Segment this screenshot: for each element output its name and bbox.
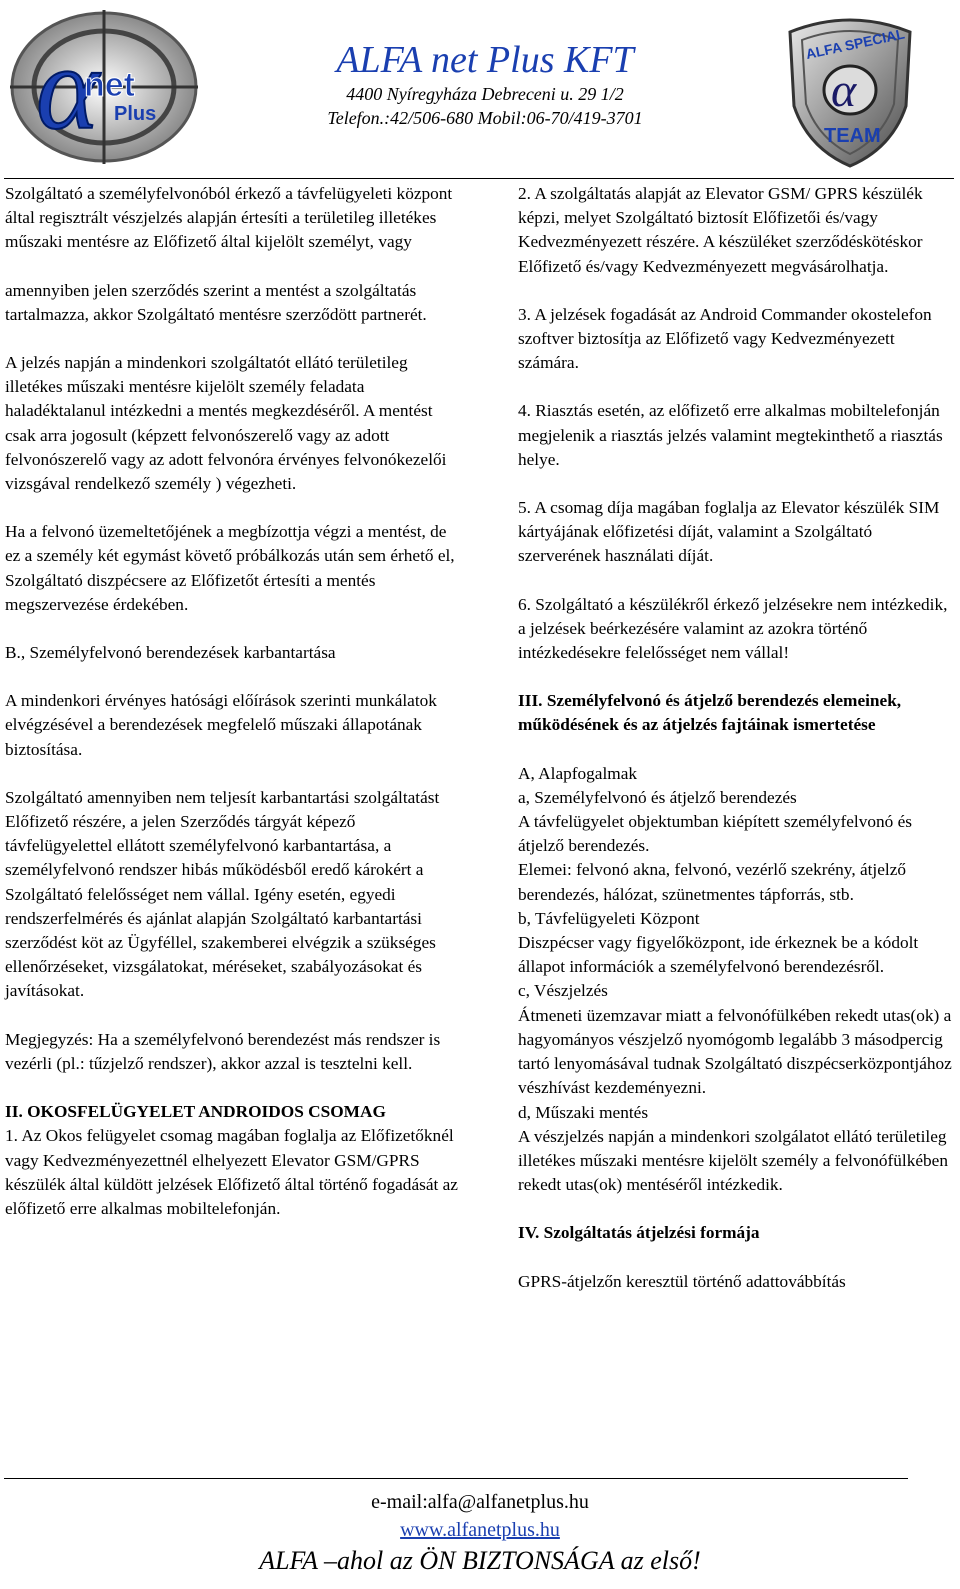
paragraph: A jelzés napján a mindenkori szolgáltatót ellátó területileg illetékes műszaki mentésre kijelölt személy feladata haladéktalanul intézkedni a mentés megkezdéséről. A mentést csak arra jogosult (képzett felvonószerelő vagy az adott felvonószerelő vagy az adott felvonóra érvényes felvonókezelői vizsgával rendelkező személy ) végezheti. [5, 353, 447, 494]
paragraph: GPRS-átjelzőn keresztül történő adattovábbítás [518, 1271, 846, 1291]
alpha-logo-icon [6, 8, 202, 166]
section-ii-heading: II. OKOSFELÜGYELET ANDROIDOS CSOMAG [5, 1102, 386, 1122]
right-column [518, 182, 958, 1294]
paragraph: amennyiben jelen szerződés szerint a mentést a szolgáltatás tartalmazza, akkor Szolgáltató mentésre szerződött partnerét. [5, 280, 427, 324]
company-phone: Telefon.:42/506-680 Mobil:06-70/419-3701 [327, 108, 643, 128]
paragraph: 1. Az Okos felügyelet csomag magában foglalja az Előfizetőknél vagy Kedvezményezettnél elhelyezett Elevator GSM/GPRS készülék által küldött jelzések Előfizető által történő fogadását az előfizető erre alkalmas mobiltelefonján. [5, 1126, 458, 1218]
footer-website-link[interactable]: www.alfanetplus.hu [400, 1519, 560, 1541]
section-iii-heading: III. Személyfelvonó és átjelző berendezés elemeinek, működésének és az átjelzés fajtáinak ismertetése [518, 691, 902, 735]
paragraph: 4. Riasztás esetén, az előfizető erre alkalmas mobiltelefonján megjelenik a riasztás jelzés valamint megtekinthető a riasztás helye. [518, 401, 943, 469]
paragraph: Ha a felvonó üzemeltetőjének a megbízottja végzi a mentést, de ez a személy két egymást követő próbálkozás után sem érhető el, Szolgáltató diszpécsere az Előfizetőt értesíti a mentés megszervezése érdekében. [5, 522, 455, 614]
definition-line: A vészjelzés napján a mindenkori szolgálatot ellátó területileg illetékes műszaki mentésre kijelölt személy a felvonófülkében rekedt utas(ok) mentéséről intézkedik. [518, 1126, 948, 1195]
company-address: 4400 Nyíregyháza Debreceni u. 29 1/2 [346, 84, 624, 104]
section-b-title: B., Személyfelvonó berendezések karbantartása [5, 643, 336, 663]
svg-text:Plus: Plus [114, 103, 157, 125]
definition-line: c, Vészjelzés [518, 981, 608, 1001]
shield-badge-icon [780, 10, 920, 168]
paragraph: Szolgáltató a személyfelvonóból érkező a távfelügyeleti központ által regisztrált vészjelzés alapján értesíti a területileg illetékes műszaki mentésre az Előfizető által kijelölt személyt, vagy [5, 184, 453, 252]
definition-line: d, Műszaki mentés [518, 1102, 649, 1122]
paragraph: Szolgáltató amennyiben nem teljesít karbantartási szolgáltatást Előfizető részére, a jelen Szerződés tárgyát képező távfelügyelettel ellátott személyfelvonó karbantartása, a személyfelvonó rendszer hibás működésből eredő károkért a Szolgáltató felelősséget nem vállal. Igény esetén, egyedi rendszerfelmérés és ajánlat alapján Szolgáltató karbantartási szerződést köt az Ügyféllel, szakemberei elvégzik a szükséges ellenőrzéseket, vizsgálatokat, méréseket, szabályozásokat és javításokat. [5, 787, 440, 1001]
footer-email: e-mail:alfa@alfanetplus.hu [371, 1491, 589, 1513]
footer [0, 1488, 960, 1578]
svg-text:TEAM: TEAM [824, 125, 881, 147]
definition-line: Elemei: felvonó akna, felvonó, vezérlő szekrény, átjelző berendezés, hálózat, szünetmentes tápforrás, stb. [518, 860, 907, 904]
paragraph: A mindenkori érvényes hatósági előírások szerinti munkálatok elvégzésével a berendezések megfelelő műszaki állapotának biztosítása. [5, 691, 437, 759]
section-iv-heading: IV. Szolgáltatás átjelzési formája [518, 1223, 760, 1243]
svg-text:α: α [36, 21, 99, 154]
definition-line: Diszpécser vagy figyelőközpont, ide érkeznek be a kódolt állapot információk a személyfelvonó berendezésről. [518, 933, 919, 977]
footer-slogan: ALFA –ahol az ÖN BIZTONSÁGA az első! [259, 1546, 701, 1575]
footer-divider [4, 1478, 908, 1479]
paragraph: Megjegyzés: Ha a személyfelvonó berendezést más rendszer is vezérli (pl.: tűzjelző rendszer), akkor azzal is tesztelni kell. [5, 1029, 441, 1073]
paragraph: 3. A jelzések fogadását az Android Commander okostelefon szoftver biztosítja az Előfizető vagy Kedvezményezett számára. [518, 304, 932, 373]
left-column [5, 182, 465, 1221]
paragraph: 6. Szolgáltató a készülékről érkező jelzésekre nem intézkedik, a jelzések beérkezésére valamint az azokra történő intézkedésekre felelősséget nem vállal! [518, 594, 948, 663]
header-divider [4, 178, 954, 179]
svg-text:ALFA SPECIAL: ALFA SPECIAL [804, 25, 906, 63]
letterhead [0, 0, 960, 178]
paragraph: 5. A csomag díja magában foglalja az Elevator készülék SIM kártyájának előfizetési díját, valamint a Szolgáltató szerverének használati díját. [518, 498, 940, 566]
definition-line: a, Személyfelvonó és átjelző berendezés [518, 787, 797, 807]
company-block [290, 38, 680, 130]
definition-line: A, Alapfogalmak [518, 763, 638, 783]
definition-line: Átmeneti üzemzavar miatt a felvonófülkében rekedt utas(ok) a hagyományos vészjelző nyomógomb legalább 3 másodpercig tartó lenyomásával tudnak Szolgáltató diszpécserközpontjához vészhívást kezdeményezni. [518, 1005, 952, 1098]
definition-line: b, Távfelügyeleti Központ [518, 908, 700, 928]
paragraph: 2. A szolgáltatás alapját az Elevator GSM/ GPRS készülék képzi, melyet Szolgáltató biztosít Előfizetői és/vagy Kedvezményezett részére. A készüléket szerződéskötéskor Előfizető és/vagy Kedvezményezett megvásárolhatja. [518, 184, 923, 276]
svg-text:α: α [831, 64, 857, 117]
company-name: ALFA net Plus KFT [336, 39, 634, 81]
definition-line: A távfelügyelet objektumban kiépített személyfelvonó és átjelző berendezés. [518, 812, 912, 856]
svg-text:net: net [84, 66, 135, 104]
